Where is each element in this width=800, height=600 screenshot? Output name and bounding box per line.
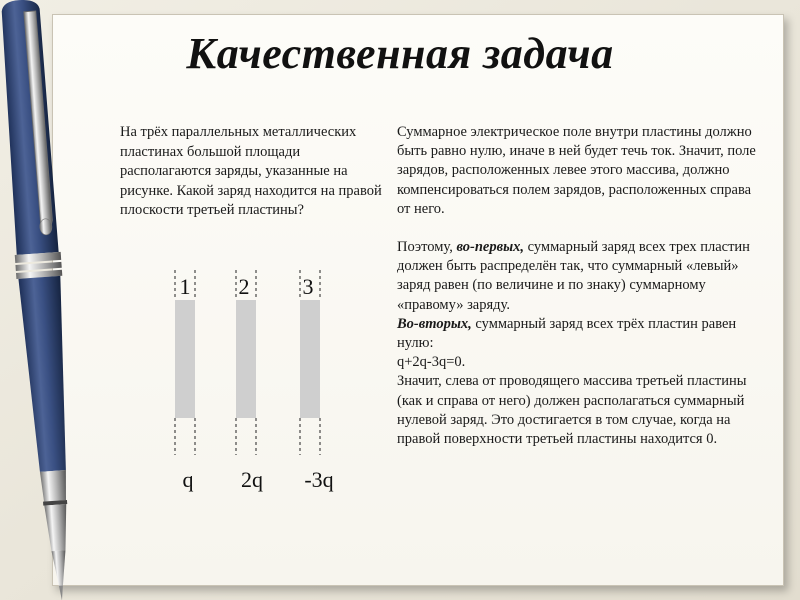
solution-text — [397, 123, 767, 449]
plate-2 — [236, 270, 263, 492]
plate-3-charge: -3q — [304, 467, 334, 492]
plates-diagram — [160, 265, 360, 505]
problem-statement: На трёх параллельных металлических пластинах большой площади располагаются заряды, указанные на рисунке. Какой заряд находится на правой плоскости третьей пластины? — [120, 124, 382, 218]
plate-1-number: 1 — [179, 274, 191, 299]
plate-1 — [175, 270, 195, 492]
second-point-emphasis: Во-вторых, — [397, 315, 472, 332]
slide-title: Качественная задача — [186, 29, 614, 78]
first-point-emphasis: во-первых, — [456, 239, 524, 256]
plate-1-charge: q — [182, 467, 194, 492]
solution-paragraph-2-rest: суммарный заряд всех трех пластин должен быть распределён так, что суммарный «левый» заряд равен (по величине и по знаку) суммарному «правому» заряду. — [397, 239, 750, 313]
solution-paragraph-2 — [397, 238, 767, 315]
plate-2-number: 2 — [238, 274, 250, 299]
plate-2-charge: 2q — [241, 467, 263, 492]
plate-3-number: 3 — [302, 274, 314, 299]
plate-3 — [300, 270, 334, 492]
charge-equation: q+2q-3q=0. — [397, 354, 466, 371]
solution-conclusion: Значит, слева от проводящего массива третьей пластины (как и справа от него) должен располагаться суммарный нулевой заряд. Это достигается в том случае, когда на правой поверхности третьей пластины находится 0. — [397, 373, 747, 448]
solution-paragraph-2-prefix: Поэтому, — [397, 239, 457, 256]
solution-paragraph-3-rest: суммарный заряд всех трёх пластин равен нулю: — [397, 315, 737, 352]
solution-paragraph-3 — [397, 315, 767, 353]
solution-paragraph-1: Суммарное электрическое поле внутри пластины должно быть равно нулю, иначе в ней будет течь ток. Значит, поле зарядов, расположенных левее этого массива, должно компенсироваться полем зарядов, расположенных справа от него. — [397, 124, 756, 217]
